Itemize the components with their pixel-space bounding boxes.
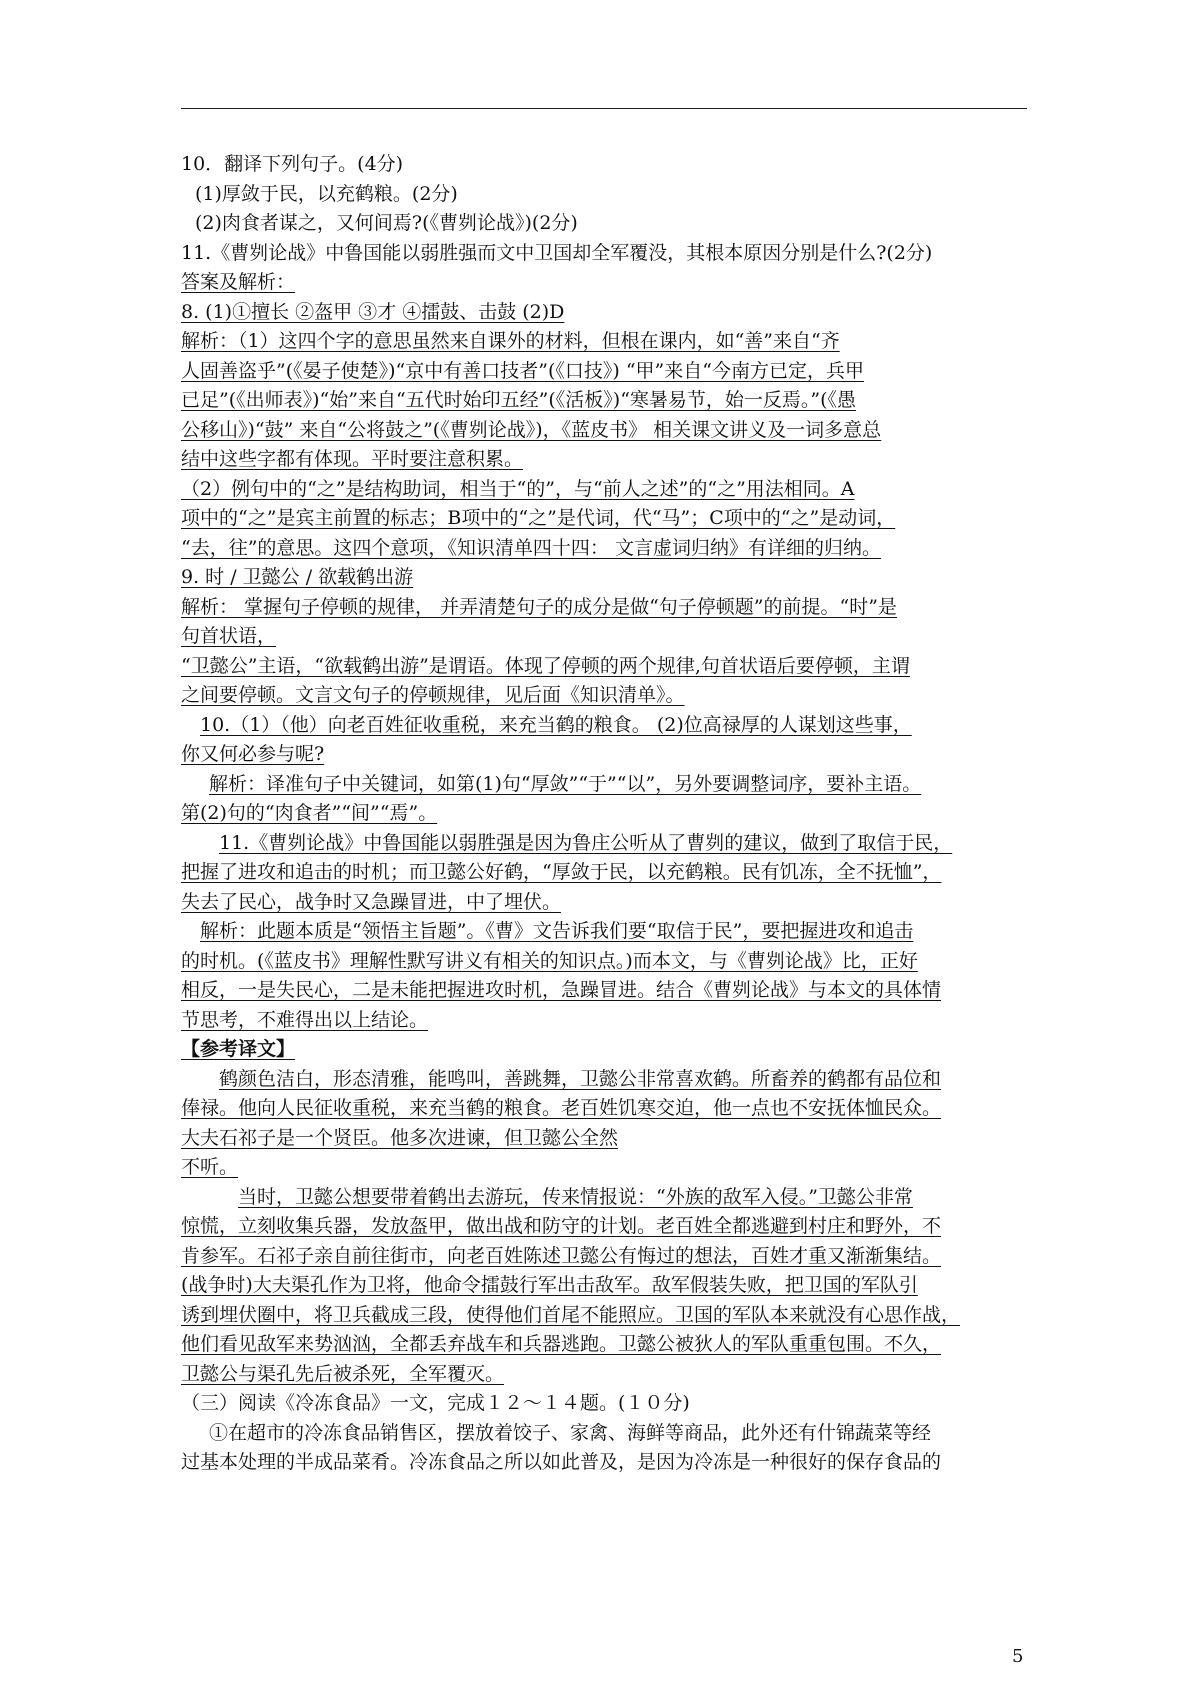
- line-text: (战争时)大夫渠孔作为卫将，他命令擂鼓行军出击敌军。敌军假装失败，把卫国的军队引: [181, 1274, 918, 1296]
- text-line: [181, 1094, 1041, 1124]
- line-text: 的时机。(《蓝皮书》理解性默写讲义有相关的知识点。)而本文，与《曹刿论战》比，正好: [181, 949, 918, 972]
- line-text: 鹤颜色洁白，形态清雅，能鸣叫，善跳舞，卫懿公非常喜欢鹤。所畜养的鹤都有品位和: [219, 1067, 942, 1090]
- text-line: [181, 1419, 1041, 1449]
- text-line: [181, 239, 1041, 269]
- text-line: [181, 888, 1041, 918]
- line-text: 当时，卫懿公想要带着鹤出去游玩，传来情报说：“外族的敌军入侵。”卫懿公非常: [238, 1185, 913, 1208]
- text-line: [181, 209, 1041, 239]
- text-line: [181, 416, 1041, 446]
- line-text: 解析：此题本质是“领悟主旨题”。《曹》文告诉我们要“取信于民”，要把握进攻和追击: [200, 920, 914, 942]
- line-text: 肯参军。石祁子亲自前往街市，向老百姓陈述卫懿公有悔过的想法，百姓才重又渐渐集结。: [181, 1244, 942, 1267]
- text-line: [181, 622, 1041, 652]
- line-text: 9. 时 / 卫懿公 / 欲载鹤出游: [181, 566, 414, 588]
- text-line: [181, 563, 1041, 593]
- line-text: 过基本处理的半成品菜肴。冷冻食品之所以如此普及，是因为冷冻是一种很好的保存食品的: [181, 1451, 942, 1473]
- line-text: 公移山》)“鼓” 来自“公将鼓之”(《曹刿论战》)，《蓝皮书》 相关课文讲义及一词多意总: [181, 418, 882, 441]
- text-line: [181, 947, 1041, 977]
- line-text: 惊慌，立刻收集兵器，发放盔甲，做出战和防守的计划。老百姓全都逃避到村庄和野外，不: [181, 1215, 942, 1237]
- text-line: [181, 740, 1041, 770]
- line-text: 解析：（1）这四个字的意思虽然来自课外的材料，但根在课内，如“善”来自“齐: [181, 330, 840, 352]
- text-line: [181, 829, 1041, 859]
- line-text: 第(2)句的“肉食者”“间”“焉”。: [181, 802, 438, 824]
- line-text: ①在超市的冷冻食品销售区，摆放着饺子、家禽、海鲜等商品，此外还有什锦蔬菜等经: [209, 1421, 932, 1444]
- line-text: 失去了民心，战争时又急躁冒进，中了埋伏。: [181, 890, 562, 913]
- text-line: [181, 711, 1041, 741]
- line-text: 你又何必参与呢?: [181, 743, 325, 765]
- text-line: [181, 1330, 1041, 1360]
- line-text: “去，往”的意思。这四个意项，《知识清单四十四： 文言虚词归纳》有详细的归纳。: [181, 536, 881, 559]
- text-line: [181, 1065, 1041, 1095]
- line-text: 11.《曹刿论战》中鲁国能以弱胜强是因为鲁庄公听从了曹刿的建议，做到了取信于民，: [219, 831, 953, 854]
- line-text: 人固善盗乎”(《晏子使楚》)“京中有善口技者”(《口技》) “甲”来自“今南方已定，兵甲: [181, 359, 864, 382]
- header-rule: [181, 108, 1027, 109]
- text-line: [181, 681, 1041, 711]
- line-text: 已足”(《出师表》)“始”来自“五代时始印五经”(《活板》)“寒暑易节，始一反焉。”(《愚: [181, 389, 857, 411]
- text-line: [181, 917, 1041, 947]
- text-line: [181, 770, 1041, 800]
- line-text: 他们看见敌军来势汹汹，全都丢弃战车和兵器逃跑。卫懿公被狄人的军队重重包围。不久，: [181, 1333, 942, 1355]
- text-line: [181, 858, 1041, 888]
- line-text: 俸禄。他向人民征收重税，来充当鹤的粮食。老百姓饥寒交迫，他一点也不安抚体恤民众。: [181, 1097, 942, 1119]
- line-text: 解析： 掌握句子停顿的规律， 并弄清楚句子的成分是做“句子停顿题”的前提。“时”是: [181, 595, 897, 618]
- line-text: 相反，一是失民心，二是未能把握进攻时机，急躁冒进。结合《曹刿论战》与本文的具体情: [181, 979, 942, 1001]
- line-text: (1)厚敛于民，以充鹤粮。(2分): [195, 182, 458, 205]
- text-line: [181, 1301, 1041, 1331]
- text-line: [181, 1360, 1041, 1390]
- text-line: [181, 1212, 1041, 1242]
- line-text: 结中这些字都有体现。平时要注意积累。: [181, 448, 524, 470]
- text-line: [181, 799, 1041, 829]
- text-line: [181, 652, 1041, 682]
- line-text: 句首状语，: [181, 625, 277, 647]
- line-text: 之间要停顿。文言文句子的停顿规律，见后面《知识清单》。: [181, 684, 685, 706]
- line-text: “卫懿公”主语，“欲载鹤出游”是谓语。体现了停顿的两个规律,句首状语后要停顿，主谓: [181, 654, 910, 677]
- line-text: 项中的“之”是宾主前置的标志；B项中的“之”是代词，代“马”；C项中的“之”是动词，: [181, 507, 896, 529]
- text-line: [181, 180, 1041, 210]
- text-line: [181, 150, 1041, 180]
- text-line: [181, 475, 1041, 505]
- text-line: [181, 357, 1041, 387]
- page-number: 5: [1012, 1646, 1024, 1667]
- text-line: [181, 1153, 1041, 1183]
- text-line: [181, 268, 1041, 298]
- line-text: 节思考，不难得出以上结论。: [181, 1008, 429, 1031]
- text-line: [181, 1124, 1041, 1154]
- document-body: [181, 150, 1041, 1478]
- text-line: [181, 1271, 1041, 1301]
- line-text: 8. (1)①擅长 ②盔甲 ③才 ④擂鼓、击鼓 (2)D: [181, 300, 565, 323]
- line-text: 大夫石祁子是一个贤臣。他多次进谏，但卫懿公全然: [181, 1126, 619, 1149]
- line-text: 答案及解析：: [181, 271, 296, 293]
- line-text: (2)肉食者谋之，又何间焉?(《曹刿论战》)(2分): [195, 212, 578, 234]
- text-line: [181, 386, 1041, 416]
- text-line: [181, 1242, 1041, 1272]
- line-text: 11.《曹刿论战》中鲁国能以弱胜强而文中卫国却全军覆没，其根本原因分别是什么?(2分): [181, 241, 933, 264]
- line-text: 把握了进攻和追击的时机；而卫懿公好鹤，“厚敛于民，以充鹤粮。民有饥冻，全不抚恤”，: [181, 861, 942, 883]
- text-line: [181, 1448, 1041, 1478]
- text-line: [181, 593, 1041, 623]
- line-text: 不听。: [181, 1156, 239, 1178]
- text-line: [181, 327, 1041, 357]
- text-line: [181, 504, 1041, 534]
- text-line: [181, 1035, 1041, 1065]
- line-text: 10.（1）（他）向老百姓征收重税，来充当鹤的粮食。 (2)位高禄厚的人谋划这些事，: [200, 713, 912, 736]
- line-text: 解析：译准句子中关键词，如第(1)句“厚敛”“于”“以”，另外要调整词序，要补主语。: [209, 772, 922, 795]
- text-line: [181, 1183, 1041, 1213]
- text-line: [181, 298, 1041, 328]
- line-text: 【参考译文】: [181, 1038, 296, 1060]
- line-text: 10．翻译下列句子。(4分): [181, 153, 404, 175]
- text-line: [181, 1006, 1041, 1036]
- text-line: [181, 445, 1041, 475]
- text-line: [181, 534, 1041, 564]
- line-text: （三）阅读《冷冻食品》一文，完成１２～１４题。(１０分): [181, 1392, 690, 1414]
- line-text: （2）例句中的“之”是结构助词，相当于“的”，与“前人之述”的“之”用法相同。A: [181, 477, 855, 500]
- line-text: 卫懿公与渠孔先后被杀死，全军覆灭。: [181, 1362, 505, 1385]
- text-line: [181, 976, 1041, 1006]
- text-line: [181, 1389, 1041, 1419]
- line-text: 诱到埋伏圈中，将卫兵截成三段，使得他们首尾不能照应。卫国的军队本来就没有心思作战，: [181, 1303, 961, 1326]
